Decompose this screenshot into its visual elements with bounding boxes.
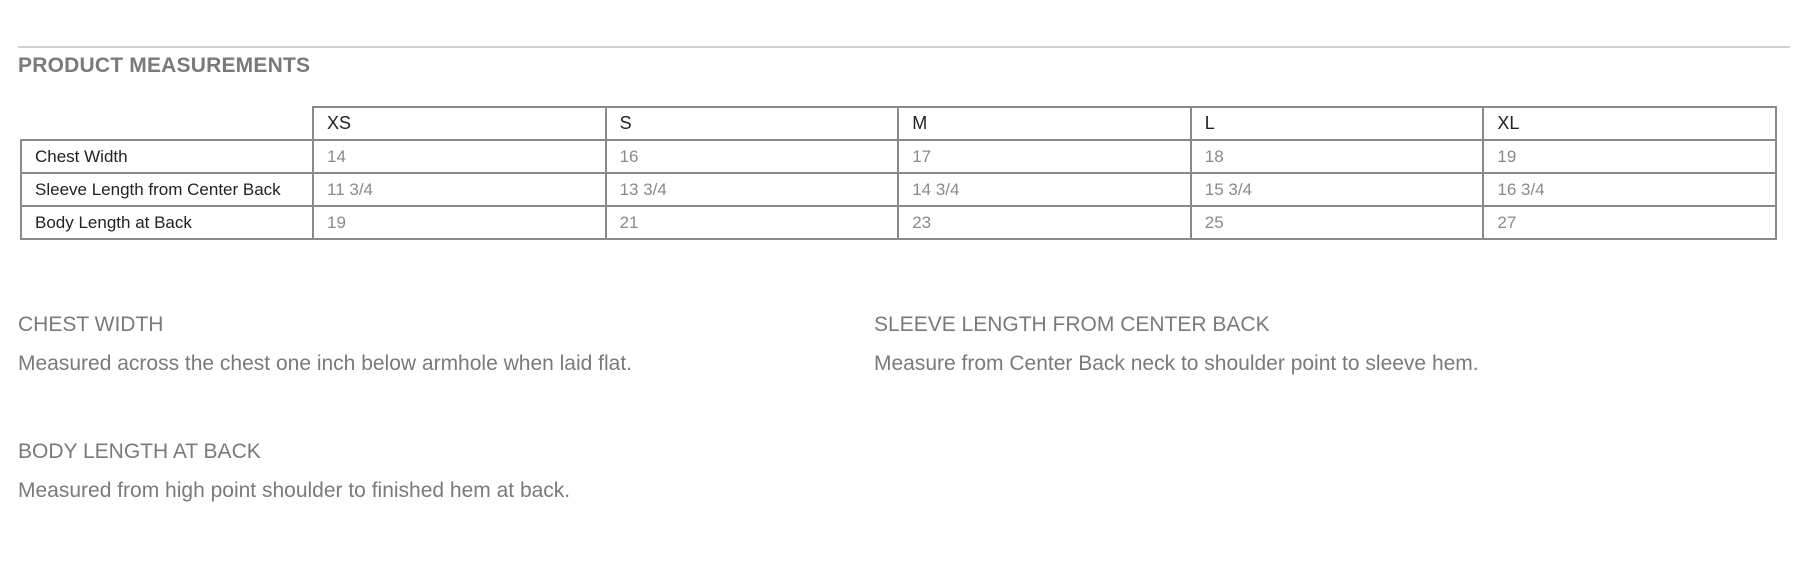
table-cell: 13 3/4 <box>606 173 899 206</box>
chest-width-description <box>18 313 632 376</box>
section-title: PRODUCT MEASUREMENTS <box>18 54 311 77</box>
size-header-l: L <box>1191 107 1484 140</box>
row-label-sleeve-length: Sleeve Length from Center Back <box>21 173 313 206</box>
size-header-m: M <box>898 107 1191 140</box>
table-cell: 17 <box>898 140 1191 173</box>
table-cell: 23 <box>898 206 1191 239</box>
table-cell: 16 <box>606 140 899 173</box>
measurement-table <box>20 106 1777 240</box>
table-cell: 19 <box>313 206 606 239</box>
size-header-xl: XL <box>1483 107 1776 140</box>
table-cell: 14 3/4 <box>898 173 1191 206</box>
table-row <box>21 140 1776 173</box>
table-cell: 18 <box>1191 140 1484 173</box>
size-header-s: S <box>606 107 899 140</box>
table-cell: 15 3/4 <box>1191 173 1484 206</box>
size-header-row <box>21 107 1776 140</box>
table-cell: 19 <box>1483 140 1776 173</box>
table-cell: 16 3/4 <box>1483 173 1776 206</box>
table-cell: 27 <box>1483 206 1776 239</box>
table-cell: 21 <box>606 206 899 239</box>
table-row <box>21 206 1776 239</box>
body-length-text: Measured from high point shoulder to finished hem at back. <box>18 479 571 502</box>
table-row <box>21 173 1776 206</box>
sleeve-length-text: Measure from Center Back neck to shoulder point to sleeve hem. <box>874 352 1479 375</box>
row-label-body-length: Body Length at Back <box>21 206 313 239</box>
body-length-description <box>18 440 570 503</box>
sleeve-length-heading: SLEEVE LENGTH FROM CENTER BACK <box>874 313 1270 336</box>
top-divider <box>18 46 1790 48</box>
empty-corner-cell <box>21 107 313 140</box>
body-length-heading: BODY LENGTH AT BACK <box>18 440 261 463</box>
size-header-xs: XS <box>313 107 606 140</box>
table-cell: 14 <box>313 140 606 173</box>
sleeve-length-description <box>874 313 1479 376</box>
row-label-chest-width: Chest Width <box>21 140 313 173</box>
chest-width-text: Measured across the chest one inch below armhole when laid flat. <box>18 352 633 375</box>
chest-width-heading: CHEST WIDTH <box>18 313 164 336</box>
table-cell: 11 3/4 <box>313 173 606 206</box>
table-cell: 25 <box>1191 206 1484 239</box>
